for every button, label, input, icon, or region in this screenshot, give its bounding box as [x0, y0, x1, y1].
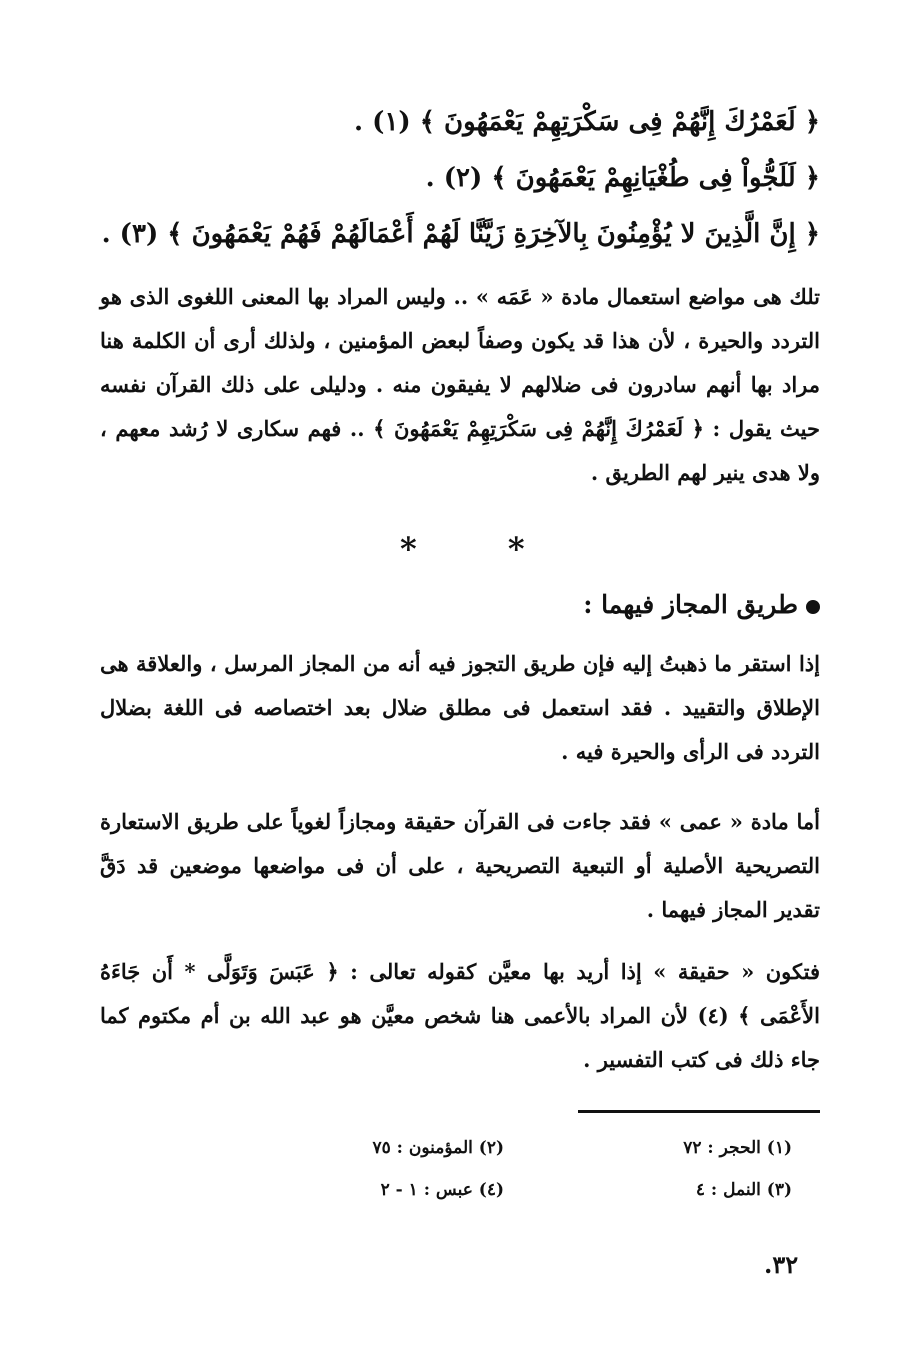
paragraph-4-block: [100, 950, 820, 1082]
paragraph-4: فتكون « حقيقة » إذا أريد بها معيَّن كقوله تعالى : ﴿ عَبَسَ وَتَوَلَّى * أَن جَاءَهُ الأَعْمَى ﴾ (٤) لأن المراد بالأعمى هنا شخص معيَّن هو عبد الله بن أم مكتوم كما جاء ذلك فى كتب التفسير .: [100, 959, 820, 1072]
paragraph-2-block: [100, 642, 820, 774]
section-separator: * *: [400, 530, 565, 568]
footnote-4: (٤) عبس : ١ - ٢: [380, 1180, 504, 1200]
footnote-2: (٢) المؤمنون : ٧٥: [372, 1138, 504, 1158]
verse-3: ﴿ إِنَّ الَّذِينَ لا يُؤْمِنُونَ بِالآخِرَةِ زَيَّنَّا لَهُمْ أَعْمَالَهُمْ فَهُمْ يَعْمَهُونَ ﴾ (٣) .: [101, 219, 820, 249]
section-heading-text: طريق المجاز فيهما :: [583, 590, 798, 619]
page-number: ٣٢.: [764, 1250, 799, 1279]
footnote-divider: [578, 1110, 820, 1113]
paragraph-3-block: [100, 800, 820, 932]
paragraph-3: أما مادة « عمى » فقد جاءت فى القرآن حقيقة ومجازاً لغوياً على طريق الاستعارة التصريحية الأصلية أو التبعية التصريحية ، على أن فى مواضعها موضعين قد دَقَّ تقدير المجاز فيهما .: [100, 809, 820, 922]
paragraph-1: تلك هى مواضع استعمال مادة « عَمَه » .. وليس المراد بها المعنى اللغوى الذى هو التردد والحيرة ، لأن هذا قد يكون وصفاً لبعض المؤمنين ، ولذلك أرى أن الكلمة هنا مراد بها أنهم سادرون فى ضلالهم لا يفيقون منه . ودليلى على ذلك القرآن نفسه حيث يقول : ﴿ لَعَمْرُكَ إِنَّهُمْ فِى سَكْرَتِهِمْ يَعْمَهُونَ ﴾ .. فهم سكارى لا رُشد معهم ، ولا هدى ينير لهم الطريق .: [100, 284, 821, 485]
section-heading: [583, 590, 820, 619]
paragraph-1-block: [100, 275, 820, 495]
paragraph-2: إذا استقر ما ذهبتُ إليه فإن طريق التجوز فيه أنه من المجاز المرسل ، والعلاقة هى الإطلاق والتقييد . فقد استعمل فى مطلق ضلال بعد اختصاصه فى اللغة بضلال التردد فى الرأى والحيرة فيه .: [100, 651, 820, 764]
footnote-1: (١) الحجر : ٧٢: [683, 1138, 792, 1158]
footnote-3: (٣) النمل : ٤: [695, 1180, 792, 1200]
verse-1: ﴿ لَعَمْرُكَ إِنَّهُمْ فِى سَكْرَتِهِمْ يَعْمَهُونَ ﴾ (١) .: [354, 107, 820, 137]
verse-2: ﴿ لَلَجُّواْ فِى طُغْيَانِهِمْ يَعْمَهُونَ ﴾ (٢) .: [425, 163, 820, 193]
bullet-icon: [806, 600, 820, 614]
